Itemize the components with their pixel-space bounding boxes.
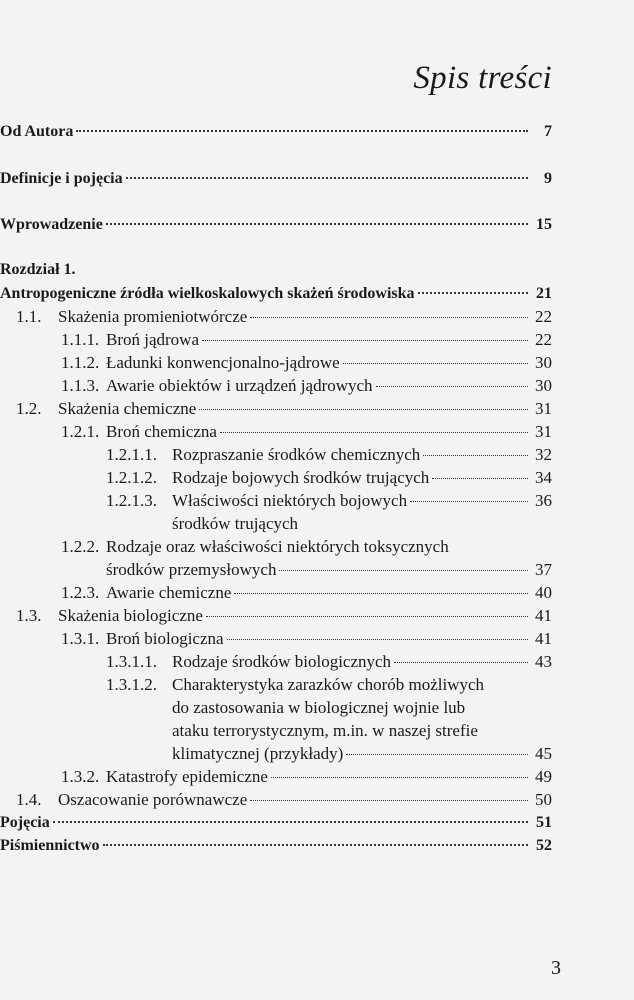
toc-entry-label: Oszacowanie porównawcze	[58, 790, 248, 809]
chapter-heading	[0, 259, 634, 281]
toc-entry-label: Pojęcia	[0, 814, 50, 831]
dot-leader	[423, 455, 528, 456]
toc-entry-number: 1.2.1.1.	[106, 445, 157, 464]
toc-entry	[0, 789, 634, 811]
toc-entry-continuation: środków trujących	[172, 514, 299, 533]
toc-entry-page: 41	[535, 606, 552, 625]
toc-entry-page: 9	[544, 170, 552, 187]
toc-entry-continuation: do zastosowania w biologicznej wojnie lub	[172, 698, 466, 717]
dot-leader	[206, 616, 528, 617]
toc-entry-number: 1.1.1.	[61, 330, 100, 349]
toc-entry-label: Rodzaje środków biologicznych	[172, 652, 392, 671]
toc-entry-label: Ładunki konwencjonalno-jądrowe	[106, 353, 340, 372]
toc-entry-label: Wprowadzenie	[0, 216, 103, 233]
toc-entry-number: 1.3.1.1.	[106, 652, 157, 671]
toc-entry-label: Broń jądrowa	[106, 330, 200, 349]
toc-entry-number: 1.2.1.2.	[106, 468, 157, 487]
dot-leader	[410, 501, 528, 502]
toc-entry-continuation	[0, 559, 634, 581]
toc-entry-page: 31	[535, 422, 552, 441]
toc-entry-page: 34	[535, 468, 552, 487]
toc-entry-page: 32	[535, 445, 552, 464]
toc-entry-page: 7	[544, 123, 552, 140]
dot-leader	[126, 177, 528, 179]
toc-entry	[0, 490, 634, 512]
toc-entry-page: 43	[535, 652, 552, 671]
dot-leader	[432, 478, 528, 479]
toc-entry-label: Właściwości niektórych bojowych	[172, 491, 408, 510]
toc-entry	[0, 329, 634, 351]
dot-leader	[279, 570, 528, 571]
toc-entry-label: Awarie obiektów i urządzeń jądrowych	[106, 376, 373, 395]
dot-leader	[227, 639, 528, 640]
toc-entry-page: 37	[535, 560, 552, 579]
toc-entry-page: 22	[535, 330, 552, 349]
dot-leader	[271, 777, 528, 778]
toc-entry-page: 15	[536, 216, 552, 233]
toc-entry-number: 1.1.2.	[61, 353, 100, 372]
chapter-number: Rozdział 1.	[0, 261, 76, 278]
dot-leader	[343, 363, 528, 364]
toc-entry-number: 1.2.3.	[61, 583, 100, 602]
toc-entry	[0, 605, 634, 627]
toc-entry	[0, 214, 634, 236]
dot-leader	[199, 409, 528, 410]
toc-entry	[0, 306, 634, 328]
toc-entry-page: 41	[535, 629, 552, 648]
toc-entry-number: 1.3.	[16, 606, 42, 625]
toc-entry	[0, 352, 634, 374]
page-title: Spis treści	[413, 60, 552, 96]
dot-leader	[53, 821, 528, 823]
toc-entry-page: 50	[535, 790, 552, 809]
toc-entry-label: Charakterystyka zarazków chorób możliwych	[172, 675, 485, 694]
dot-leader	[76, 130, 528, 132]
dot-leader	[418, 292, 528, 294]
toc-entry-label: Rozpraszanie środków chemicznych	[172, 445, 421, 464]
toc-entry-number: 1.3.1.2.	[106, 675, 157, 694]
toc-entry-number: 1.2.	[16, 399, 42, 418]
toc-entry-label: Skażenia promieniotwórcze	[58, 307, 248, 326]
dot-leader	[376, 386, 528, 387]
toc-entry-page: 21	[536, 285, 552, 302]
toc-entry	[0, 651, 634, 673]
toc-entry	[0, 674, 634, 696]
toc-entry	[0, 121, 634, 143]
dot-leader	[220, 432, 528, 433]
toc-entry-page: 45	[535, 744, 552, 763]
toc-entry-label: Awarie chemiczne	[106, 583, 232, 602]
toc-entry-label: Od Autora	[0, 123, 74, 140]
toc-entry-label: Broń chemiczna	[106, 422, 217, 441]
toc-entry-number: 1.2.2.	[61, 537, 100, 556]
toc-entry-page: 52	[536, 837, 552, 854]
toc-entry	[0, 536, 634, 558]
toc-entry	[0, 398, 634, 420]
toc-entry	[0, 467, 634, 489]
dot-leader	[250, 800, 528, 801]
toc-entry-page: 49	[535, 767, 552, 786]
toc-entry	[0, 835, 634, 857]
toc-entry-continuation: ataku terrorystycznym, m.in. w naszej strefie	[172, 721, 478, 740]
page-number: 3	[551, 957, 561, 979]
toc-entry-page: 22	[535, 307, 552, 326]
toc-entry	[0, 628, 634, 650]
toc-entry-label: Definicje i pojęcia	[0, 170, 123, 187]
toc-entry-label-continued: środków przemysłowych	[106, 560, 277, 579]
toc-entry-page: 36	[535, 491, 552, 510]
dot-leader	[202, 340, 528, 341]
toc-entry-number: 1.3.2.	[61, 767, 100, 786]
toc-entry-number: 1.2.1.	[61, 422, 100, 441]
toc-entry	[0, 421, 634, 443]
toc-entry-label: Rodzaje oraz właściwości niektórych toksycznych	[106, 537, 449, 556]
dot-leader	[250, 317, 528, 318]
toc-entry-page: 31	[535, 399, 552, 418]
dot-leader	[234, 593, 528, 594]
toc-entry	[0, 582, 634, 604]
toc-entry-number: 1.3.1.	[61, 629, 100, 648]
toc-entry-number: 1.1.3.	[61, 376, 100, 395]
toc-entry-number: 1.2.1.3.	[106, 491, 157, 510]
toc-entry-number: 1.1.	[16, 307, 42, 326]
toc-entry	[0, 375, 634, 397]
toc-entry-page: 30	[535, 376, 552, 395]
dot-leader	[346, 754, 528, 755]
toc-entry-label: Antropogeniczne źródła wielkoskalowych skażeń środowiska	[0, 285, 415, 302]
toc-entry-label: Katastrofy epidemiczne	[106, 767, 268, 786]
toc-entry-label: Broń biologiczna	[106, 629, 224, 648]
toc-entry	[0, 766, 634, 788]
toc-entry	[0, 168, 634, 190]
toc-entry-page: 40	[535, 583, 552, 602]
toc-entry-label: Piśmiennictwo	[0, 837, 100, 854]
dot-leader	[103, 844, 528, 846]
dot-leader	[394, 662, 528, 663]
toc-entry-label-continued: klimatycznej (przykłady)	[172, 744, 344, 763]
toc-entry	[0, 283, 634, 305]
toc-entry-page: 51	[536, 814, 552, 831]
toc-entry	[0, 812, 634, 834]
toc-entry-page: 30	[535, 353, 552, 372]
toc-entry-label: Skażenia chemiczne	[58, 399, 197, 418]
toc-entry-label: Rodzaje bojowych środków trujących	[172, 468, 430, 487]
toc-entry-continuation	[0, 743, 634, 765]
toc-entry-number: 1.4.	[16, 790, 42, 809]
toc-entry-label: Skażenia biologiczne	[58, 606, 203, 625]
toc-entry	[0, 444, 634, 466]
dot-leader	[106, 223, 528, 225]
